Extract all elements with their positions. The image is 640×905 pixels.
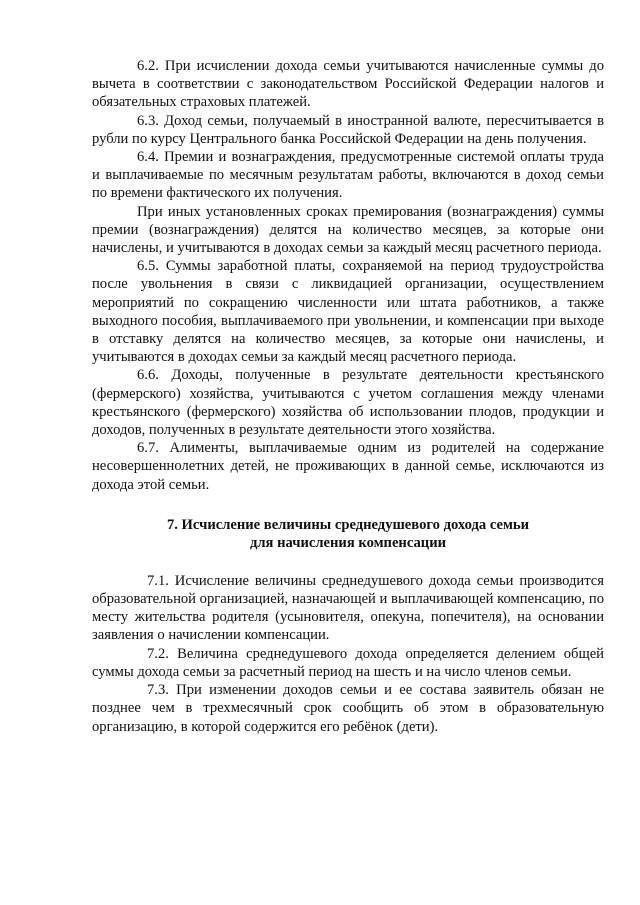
paragraph-6-4: 6.4. Премии и вознаграждения, предусмотренные системой оплаты труда и выплачиваемые по месячным результатам работы, включаются в доход семьи по времени фактического их получения. xyxy=(92,149,604,202)
paragraph-6-3: 6.3. Доход семьи, получаемый в иностранной валюте, пересчитывается в рубли по курсу Центрального банка Российской Федерации на день получения. xyxy=(92,112,604,147)
section-7-heading-line-2: для начисления компенсации xyxy=(249,534,447,551)
paragraph-6-2: 6.2. При исчислении дохода семьи учитываются начисленные суммы до вычета в соответствии с законодательством Российской Федерации налогов и обязательных страховых платежей. xyxy=(92,58,604,111)
section-7-heading-line-1: 7. Исчисление величины среднедушевого дохода семьи xyxy=(166,516,530,533)
paragraph-7-1: 7.1. Исчисление величины среднедушевого дохода семьи производится образовательной организацией, назначающей и выплачивающей компенсацию, по месту жительства родителя (усыновителя, опекуна, попечителя), на основании заявления о начислении компенсации. xyxy=(92,572,604,644)
section-7-heading xyxy=(92,516,604,552)
paragraph-6-6: 6.6. Доходы, полученные в результате деятельности крестьянского (фермерского) хозяйства, учитываются с учетом соглашения между членами крестьянского (фермерского) хозяйства об использовании плодов, продукции и доходов, полученных в результате деятельности этого хозяйства. xyxy=(92,367,604,439)
paragraph-7-3: 7.3. При изменении доходов семьи и ее состава заявитель обязан не позднее чем в трехмесячный срок сообщить об этом в образовательную организацию, в которой содержится его ребёнок (дети). xyxy=(92,682,604,735)
paragraph-6-5: 6.5. Суммы заработной платы, сохраняемой на период трудоустройства после увольнения в связи с ликвидацией организации, осуществлением мероприятий по сокращению численности или штата работников, а также выходного пособия, выплачиваемого при увольнении, и компенсации при выходе в отставку делятся на количество месяцев, за которые они начислены, и учитываются в доходах семьи за каждый месяц расчетного периода. xyxy=(92,258,604,366)
paragraph-6-7: 6.7. Алименты, выплачиваемые одним из родителей на содержание несовершеннолетних детей, не проживающих в данной семье, исключаются из дохода этой семьи. xyxy=(92,440,604,493)
paragraph-7-2: 7.2. Величина среднедушевого дохода определяется делением общей суммы дохода семьи за расчетный период на шесть и на число членов семьи. xyxy=(92,645,604,680)
paragraph-6-4-continued: При иных установленных сроках премирования (вознаграждения) суммы премии (вознаграждения) делятся на количество месяцев, за которые они начислены, и учитываются в доходах семьи за каждый месяц расчетного периода. xyxy=(92,203,604,257)
